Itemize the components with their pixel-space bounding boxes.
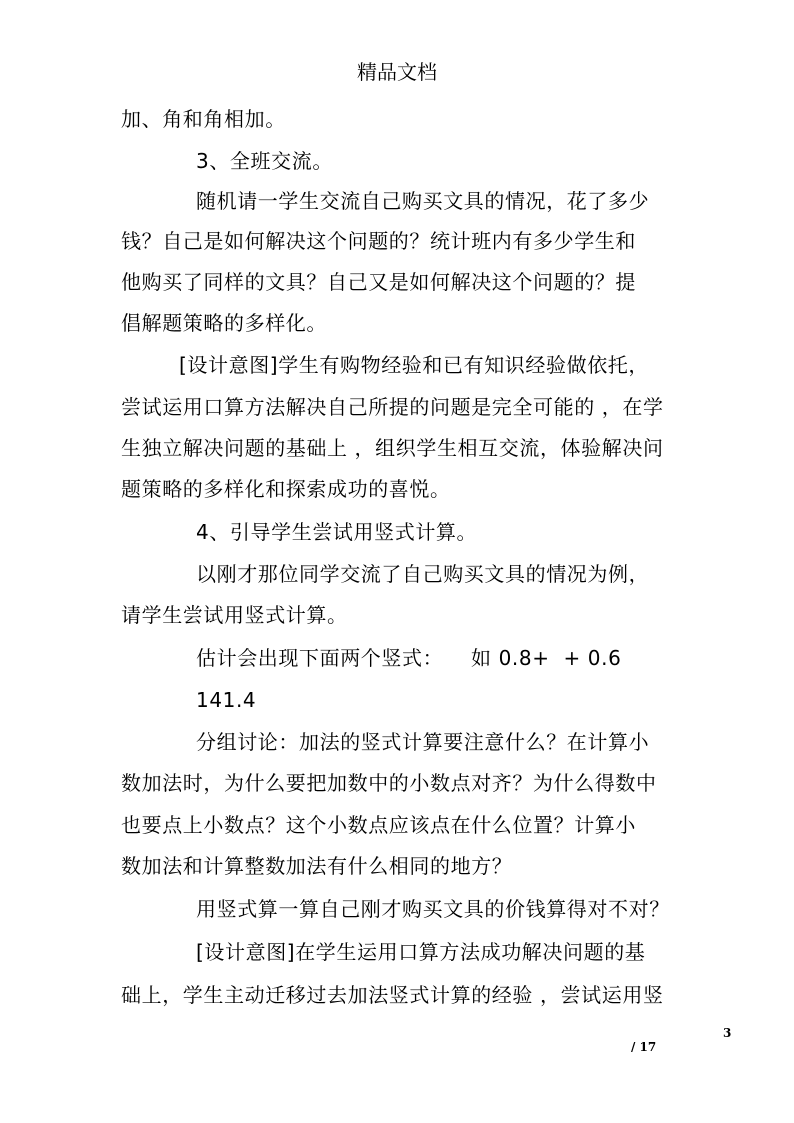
- text-line-6: 倡解题策略的多样化。: [121, 311, 327, 335]
- text-line-12: 以刚才那位同学交流了自己购买文具的情况为例，: [196, 562, 650, 586]
- page-number: 3: [723, 1026, 732, 1040]
- text-line-16: 分组讨论：加法的竖式计算要注意什么？在计算小: [196, 730, 650, 754]
- text-line-11: 4、引导学生尝试用竖式计算。: [196, 520, 478, 544]
- page-header-title: 精品文档: [357, 60, 437, 84]
- text-line-18: 也要点上小数点？这个小数点应该点在什么位置？计算小: [121, 813, 636, 837]
- text-line-22: 础上，学生主动迁移过去加法竖式计算的经验 ，尝试运用竖: [121, 983, 664, 1007]
- text-line-21: [设计意图]在学生运用口算方法成功解决问题的基: [196, 940, 646, 964]
- text-line-5: 他购买了同样的文具？自己又是如何解决这个问题的？提: [121, 270, 636, 294]
- text-line-17: 数加法时，为什么要把加数中的小数点对齐？为什么得数中: [121, 771, 657, 795]
- text-line-7: [设计意图]学生有购物经验和已有知识经验做依托，: [179, 353, 650, 377]
- text-line-4: 钱？自己是如何解决这个问题的？统计班内有多少学生和: [121, 229, 636, 253]
- page-total: / 17: [631, 1040, 657, 1054]
- text-line-10: 题策略的多样化和探索成功的喜悦。: [121, 477, 451, 501]
- text-line-1: 加、角和角相加。: [121, 107, 286, 131]
- text-line-9: 生独立解决问题的基础上 ，组织学生相互交流，体验解决问: [121, 436, 664, 460]
- text-line-8: 尝试运用口算方法解决自己所提的问题是完全可能的 ，在学: [121, 395, 664, 419]
- text-line-15: 141.4: [196, 688, 257, 712]
- text-line-20: 用竖式算一算自己刚才购买文具的价钱算得对不对？: [196, 897, 670, 921]
- text-line-3: 随机请一学生交流自己购买文具的情况，花了多少: [196, 189, 650, 213]
- text-line-13: 请学生尝试用竖式计算。: [121, 603, 348, 627]
- text-line-2: 3、全班交流。: [196, 149, 333, 173]
- text-line-19: 数加法和计算整数加法有什么相同的地方？: [121, 854, 513, 878]
- text-line-14: 估计会出现下面两个竖式： 如 0.8+ + 0.6: [196, 646, 622, 670]
